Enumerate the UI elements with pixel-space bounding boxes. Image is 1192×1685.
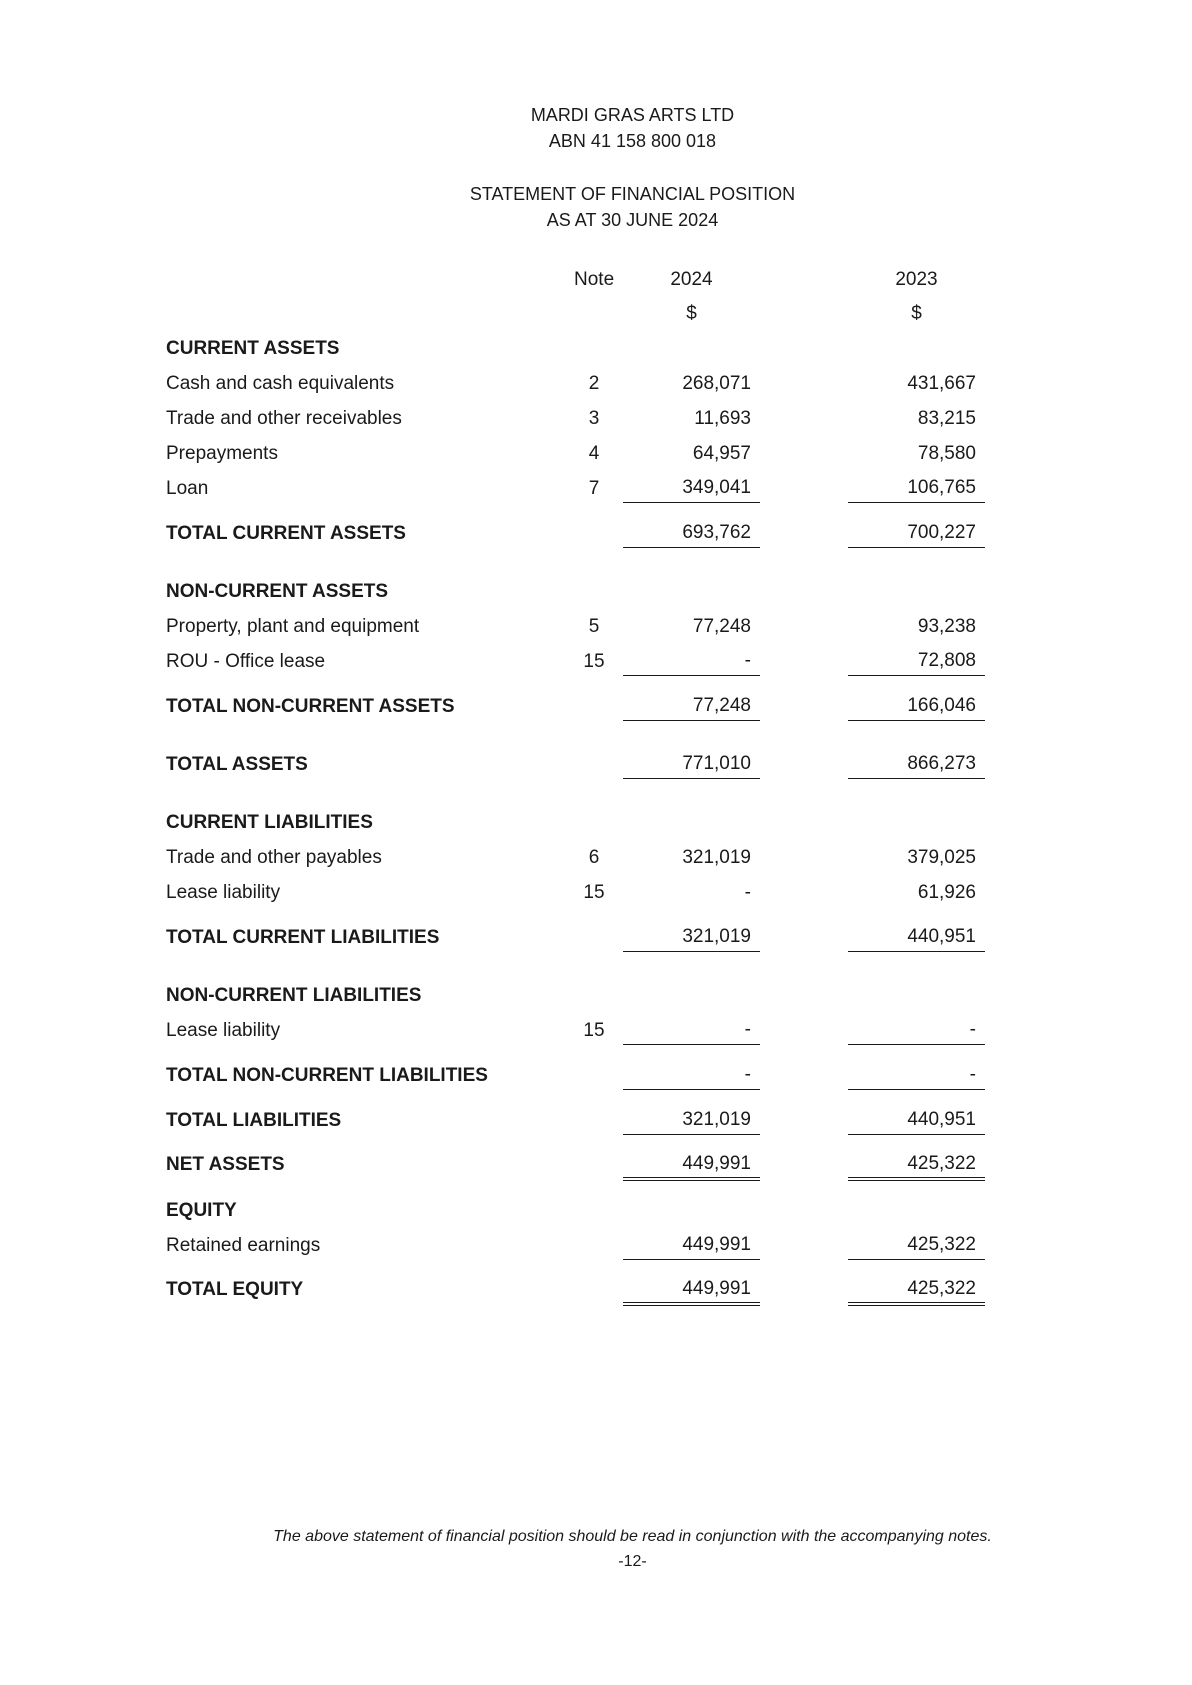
currency-2023: $ <box>911 303 922 324</box>
total-row <box>0 923 1192 953</box>
table-row <box>0 1016 1192 1046</box>
non-current-assets-heading: NON-CURRENT ASSETS <box>166 581 389 602</box>
line-item-label: Property, plant and equipment <box>166 616 420 637</box>
year-2023-column-header: 2023 <box>895 269 938 290</box>
line-item-note: 6 <box>588 847 600 868</box>
section-heading <box>0 334 1192 364</box>
currency-row <box>0 299 1192 329</box>
line-item-note: 7 <box>588 478 600 499</box>
line-item-value-2024: 321,019 <box>682 847 751 868</box>
total-label: TOTAL CURRENT ASSETS <box>166 523 406 544</box>
line-item-note: 2 <box>588 373 600 394</box>
line-item-value-2023: 78,580 <box>917 443 976 464</box>
section-heading <box>0 1196 1192 1226</box>
line-item-value-2024: 64,957 <box>692 443 751 464</box>
line-item-label: Loan <box>166 478 209 499</box>
page-number: -12- <box>618 1553 647 1570</box>
statement-date: AS AT 30 JUNE 2024 <box>546 210 719 230</box>
currency-2024: $ <box>686 303 697 324</box>
line-item-value-2024: 77,248 <box>692 616 751 637</box>
total-value-2023: 440,951 <box>848 923 985 952</box>
line-item-note: 15 <box>583 882 605 903</box>
line-item-value-2023: 431,667 <box>907 373 976 394</box>
line-item-value-2023: 379,025 <box>907 847 976 868</box>
total-liabilities-label: TOTAL LIABILITIES <box>166 1110 342 1131</box>
line-item-value-2023: 93,238 <box>917 616 976 637</box>
note-column-header: Note <box>574 269 615 290</box>
total-value-2024: 321,019 <box>623 923 760 952</box>
line-item-value-2023: - <box>848 1016 985 1045</box>
entity-abn: ABN 41 158 800 018 <box>548 131 717 151</box>
total-liabilities-2024: 321,019 <box>623 1106 760 1135</box>
line-item-label: Lease liability <box>166 882 281 903</box>
table-row <box>0 612 1192 642</box>
line-item-value-2024: - <box>623 647 760 676</box>
table-row <box>0 474 1192 504</box>
section-heading <box>0 808 1192 838</box>
net-assets-2024: 449,991 <box>623 1150 760 1181</box>
line-item-note: 15 <box>583 1020 605 1041</box>
line-item-label: Prepayments <box>166 443 278 464</box>
line-item-label: Retained earnings <box>166 1235 321 1256</box>
total-liabilities-2023: 440,951 <box>848 1106 985 1135</box>
total-value-2023: 166,046 <box>848 692 985 721</box>
total-equity-2024: 449,991 <box>623 1275 760 1306</box>
total-row <box>0 692 1192 722</box>
total-value-2023: 700,227 <box>848 519 985 548</box>
table-row <box>0 404 1192 434</box>
total-row <box>0 750 1192 780</box>
year-2024-column-header: 2024 <box>670 269 713 290</box>
total-row <box>0 1150 1192 1180</box>
line-item-note: 5 <box>588 616 600 637</box>
total-assets-2024: 771,010 <box>623 750 760 779</box>
table-row <box>0 843 1192 873</box>
net-assets-label: NET ASSETS <box>166 1154 285 1175</box>
total-value-2024: 693,762 <box>623 519 760 548</box>
non-current-liabilities-heading: NON-CURRENT LIABILITIES <box>166 985 422 1006</box>
line-item-value-2024: - <box>744 882 751 903</box>
column-header-row <box>0 265 1192 295</box>
current-liabilities-heading: CURRENT LIABILITIES <box>166 812 373 833</box>
line-item-value-2024: - <box>623 1016 760 1045</box>
line-item-label: Cash and cash equivalents <box>166 373 395 394</box>
line-item-value-2024: 449,991 <box>623 1231 760 1260</box>
table-row <box>0 647 1192 677</box>
line-item-value-2023: 61,926 <box>917 882 976 903</box>
line-item-value-2023: 425,322 <box>848 1231 985 1260</box>
total-row <box>0 1106 1192 1136</box>
line-item-value-2023: 83,215 <box>917 408 976 429</box>
total-equity-2023: 425,322 <box>848 1275 985 1306</box>
equity-heading: EQUITY <box>166 1200 237 1221</box>
line-item-value-2024: 349,041 <box>623 474 760 503</box>
table-row <box>0 1231 1192 1261</box>
total-row <box>0 1275 1192 1305</box>
total-label: TOTAL CURRENT LIABILITIES <box>166 927 440 948</box>
line-item-value-2023: 106,765 <box>848 474 985 503</box>
statement-title: STATEMENT OF FINANCIAL POSITION <box>469 184 796 204</box>
total-row <box>0 1061 1192 1091</box>
line-item-label: Trade and other payables <box>166 847 382 868</box>
line-item-label: ROU - Office lease <box>166 651 326 672</box>
total-assets-label: TOTAL ASSETS <box>166 754 308 775</box>
statement-header <box>0 181 1192 233</box>
line-item-value-2023: 72,808 <box>848 647 985 676</box>
net-assets-2023: 425,322 <box>848 1150 985 1181</box>
entity-name: MARDI GRAS ARTS LTD <box>530 105 735 125</box>
line-item-value-2024: 268,071 <box>682 373 751 394</box>
total-row <box>0 519 1192 549</box>
line-item-label: Trade and other receivables <box>166 408 402 429</box>
total-value-2024: - <box>623 1061 760 1090</box>
total-assets-2023: 866,273 <box>848 750 985 779</box>
table-row <box>0 369 1192 399</box>
total-value-2023: - <box>848 1061 985 1090</box>
total-label: TOTAL NON-CURRENT LIABILITIES <box>166 1065 488 1086</box>
total-label: TOTAL NON-CURRENT ASSETS <box>166 696 455 717</box>
line-item-value-2024: 11,693 <box>694 408 751 429</box>
line-item-note: 3 <box>588 408 600 429</box>
entity-header <box>0 102 1192 154</box>
table-row <box>0 439 1192 469</box>
total-value-2024: 77,248 <box>623 692 760 721</box>
table-row <box>0 878 1192 908</box>
line-item-note: 4 <box>588 443 600 464</box>
total-equity-label: TOTAL EQUITY <box>166 1279 304 1300</box>
line-item-note: 15 <box>583 651 605 672</box>
section-heading <box>0 577 1192 607</box>
line-item-label: Lease liability <box>166 1020 281 1041</box>
current-assets-heading: CURRENT ASSETS <box>166 338 340 359</box>
section-heading <box>0 981 1192 1011</box>
footnote: The above statement of financial position should be read in conjunction with the accompanying notes. <box>273 1528 992 1545</box>
